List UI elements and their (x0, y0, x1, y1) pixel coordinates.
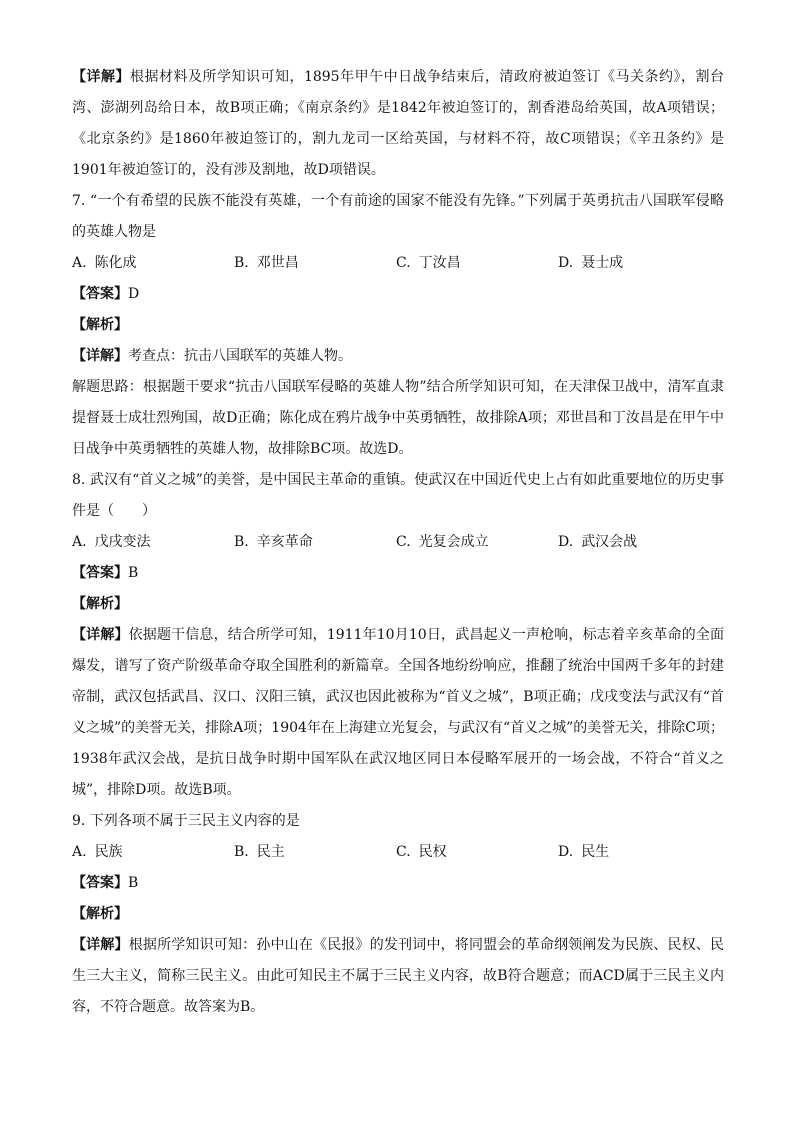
option-letter: B. (234, 844, 249, 860)
answer-tag: 【答案】 (72, 286, 128, 302)
option-letter: B. (234, 534, 249, 550)
option-text: 聂士成 (581, 255, 624, 271)
q7-detail (72, 341, 724, 372)
option-letter: A. (72, 534, 87, 550)
q8-option-a (72, 527, 234, 558)
q7-option-a (72, 248, 234, 279)
option-letter: D. (558, 534, 574, 550)
analysis-tag: 【解析】 (72, 317, 128, 333)
q7-option-c (396, 248, 558, 279)
q9-options (72, 837, 724, 868)
detail-tag: 【详解】 (72, 937, 129, 953)
option-text: 民权 (418, 844, 447, 860)
q9-answer (72, 868, 724, 899)
option-letter: D. (558, 844, 574, 860)
q9-answer-value: B (128, 875, 139, 891)
analysis-tag: 【解析】 (72, 906, 128, 922)
q9-detail (72, 930, 724, 1023)
option-text: 戊戌变法 (94, 534, 151, 550)
q7-analysis-heading (72, 310, 724, 341)
q8-stem: 8. 武汉有“首义之城”的美誉，是中国民主革命的重镇。使武汉在中国近代史上占有如此重要地位的历史事件是（ ） (72, 472, 724, 519)
option-text: 民主 (256, 844, 285, 860)
option-text: 丁汝昌 (418, 255, 461, 271)
q7-answer (72, 279, 724, 310)
answer-tag: 【答案】 (72, 875, 128, 891)
q9-analysis-heading (72, 899, 724, 930)
q8-option-b (234, 527, 396, 558)
option-text: 民族 (94, 844, 123, 860)
option-text: 辛亥革命 (256, 534, 313, 550)
q7-option-b (234, 248, 396, 279)
option-text: 光复会成立 (418, 534, 489, 550)
q8-option-c (396, 527, 558, 558)
q8-answer (72, 558, 724, 589)
q7-option-d (558, 248, 720, 279)
q8-detail (72, 620, 724, 806)
q8-analysis-heading (72, 589, 724, 620)
q9-stem: 9. 下列各项不属于三民主义内容的是 (72, 813, 300, 829)
q8-option-d (558, 527, 720, 558)
option-letter: A. (72, 255, 87, 271)
q6-detail-text: 根据材料及所学知识可知，1895年甲午中日战争结束后，清政府被迫签订《马关条约》，割台湾、澎湖列岛给日本，故B项正确；《南京条约》是1842年被迫签订的，割香港岛给英国，故A项错误；《北京条约》是1860年被迫签订的，割九龙司一区给英国，与材料不符，故C项错误；《辛丑条约》是1901年被迫签订的，没有涉及割地，故D项错误。 (72, 69, 724, 178)
analysis-tag: 【解析】 (72, 596, 128, 612)
option-text: 武汉会战 (581, 534, 638, 550)
option-letter: C. (396, 534, 411, 550)
q9-option-b (234, 837, 396, 868)
detail-tag: 【详解】 (72, 69, 130, 85)
option-text: 邓世昌 (256, 255, 299, 271)
q7-options (72, 248, 724, 279)
q9-option-a (72, 837, 234, 868)
q9-detail-text: 根据所学知识可知：孙中山在《民报》的发刊词中，将同盟会的革命纲领阐发为民族、民权、民生三大主义，简称三民主义。由此可知民主不属于三民主义内容，故B符合题意；而ACD属于三民主义内容，不符合题意。故答案为B。 (72, 937, 725, 1015)
q8-detail-text: 依据题干信息，结合所学可知，1911年10月10日，武昌起义一声枪响，标志着辛亥革命的全面爆发，谱写了资产阶级革命夺取全国胜利的新篇章。全国各地纷纷响应，推翻了统治中国两千多年的封建帝制，武汉包括武昌、汉口、汉阳三镇，武汉也因此被称为“首义之城”，B项正确；戊戌变法与武汉有“首义之城”的美誉无关，排除A项；1904年在上海建立光复会，与武汉有“首义之城”的美誉无关，排除C项；1938年武汉会战，是抗日战争时期中国军队在武汉地区同日本侵略军展开的一场会战，不符合“首义之城”，排除D项。故选B项。 (72, 627, 725, 798)
option-letter: C. (396, 844, 411, 860)
q7-stem: 7. “一个有希望的民族不能没有英雄，一个有前途的国家不能没有先锋。”下列属于英勇抗击八国联军侵略的英雄人物是 (72, 193, 724, 240)
q8-options (72, 527, 724, 558)
q8-answer-value: B (128, 565, 139, 581)
q7-thinking: 解题思路：根据题干要求“抗击八国联军侵略的英雄人物”结合所学知识可知，在天津保卫战中，清军直隶提督聂士成壮烈殉国，故D正确；陈化成在鸦片战争中英勇牺牲，故排除A项；邓世昌和丁汝昌是在甲午中日战争中英勇牺牲的英雄人物，故排除BC项。故选D。 (72, 379, 724, 457)
q7-detail-text: 考查点：抗击八国联军的英雄人物。 (128, 348, 352, 364)
detail-tag: 【详解】 (72, 627, 129, 643)
q7-answer-value: D (128, 286, 140, 302)
option-letter: D. (558, 255, 574, 271)
q9-option-c (396, 837, 558, 868)
option-letter: C. (396, 255, 411, 271)
answer-tag: 【答案】 (72, 565, 128, 581)
q9-option-d (558, 837, 720, 868)
option-text: 民生 (581, 844, 610, 860)
option-text: 陈化成 (94, 255, 137, 271)
option-letter: B. (234, 255, 249, 271)
option-letter: A. (72, 844, 87, 860)
detail-tag: 【详解】 (72, 348, 128, 364)
q6-detail (72, 62, 724, 186)
document-content (72, 62, 724, 1023)
